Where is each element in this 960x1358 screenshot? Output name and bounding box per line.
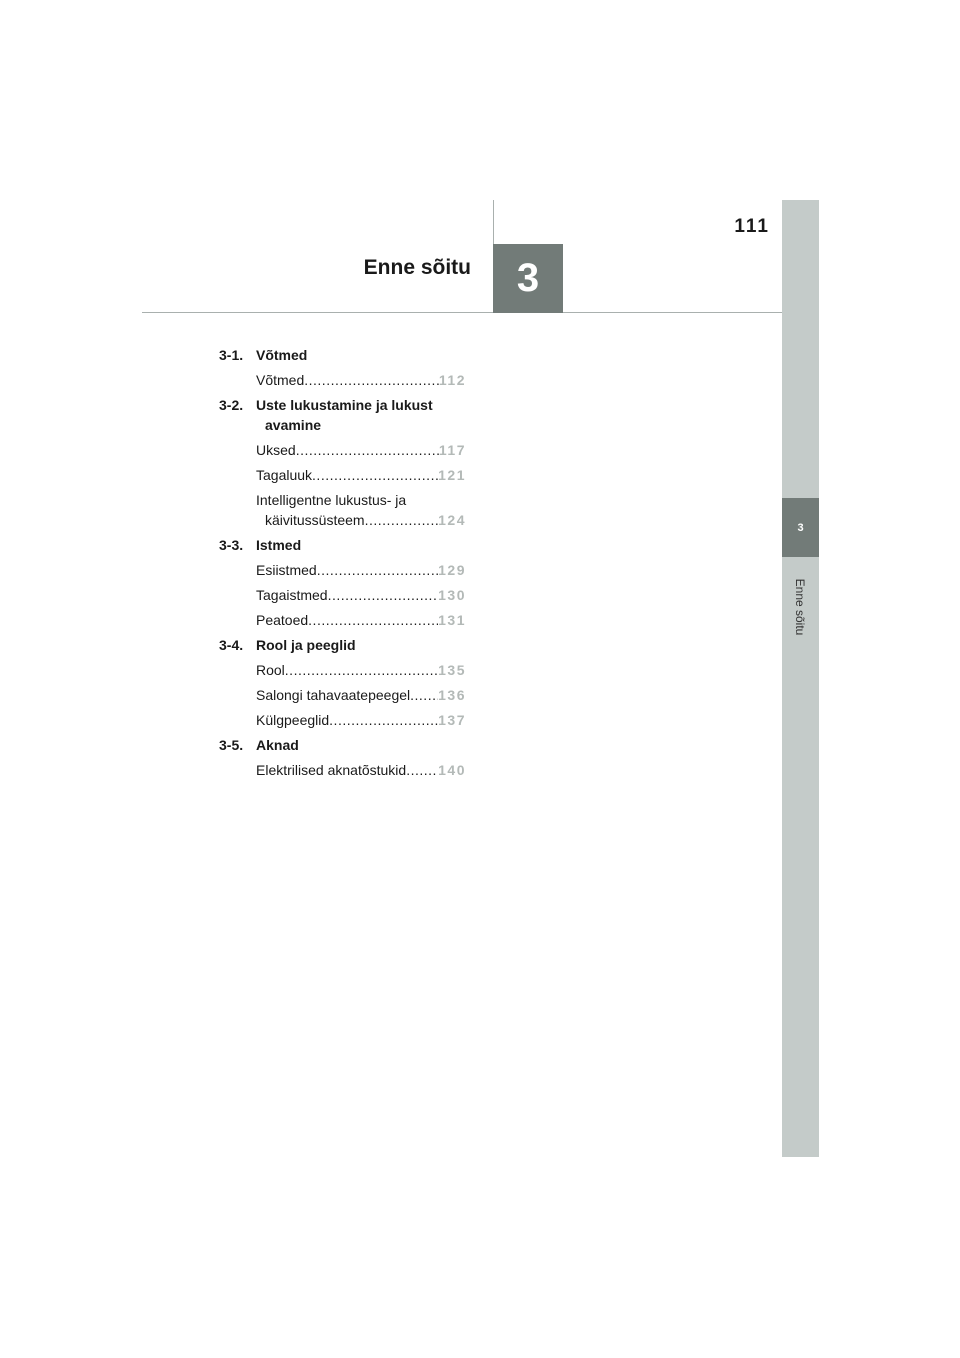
- section-title: Uste lukustamine ja lukust: [256, 397, 433, 413]
- toc-leader: [410, 687, 438, 703]
- toc-entry-page: 129: [438, 562, 466, 578]
- toc-leader: [304, 372, 439, 388]
- chapter-number: 3: [516, 256, 540, 300]
- side-chapter-label: Enne sõitu: [793, 578, 807, 636]
- toc-entry-page: 135: [438, 662, 466, 678]
- section-number: 3-3.: [219, 537, 244, 553]
- toc-entry-page: 136: [438, 687, 466, 703]
- section-number: 3-1.: [219, 347, 244, 363]
- toc-leader: [296, 442, 439, 458]
- toc-entry[interactable]: [256, 467, 466, 485]
- toc-leader: [308, 612, 438, 628]
- toc-entry-page: 131: [438, 612, 466, 628]
- toc-entry[interactable]: [256, 372, 466, 390]
- toc-entry-page: 140: [438, 762, 466, 778]
- toc-entry-label: Peatoed: [256, 612, 309, 628]
- toc-entry[interactable]: [256, 442, 466, 460]
- section-number: 3-4.: [219, 637, 244, 653]
- toc-leader: [328, 587, 439, 603]
- toc-entry[interactable]: [256, 587, 466, 605]
- section-number: 3-5.: [219, 737, 244, 753]
- toc-entry-label-line1[interactable]: Intelligentne lukustus- ja: [256, 492, 407, 508]
- toc-entry-page: 112: [438, 372, 466, 388]
- toc-entry-label: Rool: [256, 662, 285, 678]
- toc-leader: [365, 512, 439, 528]
- toc-entry-label: Tagaistmed: [256, 587, 328, 603]
- toc-leader: [406, 762, 438, 778]
- section-title: Võtmed: [256, 347, 308, 363]
- section-title: Istmed: [256, 537, 302, 553]
- page-number: 111: [734, 216, 770, 237]
- section-title: Aknad: [256, 737, 299, 753]
- toc-entry[interactable]: [256, 762, 466, 780]
- toc-entry[interactable]: [256, 562, 466, 580]
- chapter-title: Enne sõitu: [363, 256, 471, 279]
- toc-entry-label: Võtmed: [256, 372, 305, 388]
- toc-entry-label: Tagaluuk: [256, 467, 313, 483]
- toc-entry-page: 130: [438, 587, 466, 603]
- toc-entry[interactable]: [256, 612, 466, 630]
- toc-leader: [317, 562, 438, 578]
- toc-leader: [312, 467, 438, 483]
- toc-leader: [285, 662, 438, 678]
- toc-entry-page: 137: [438, 712, 466, 728]
- toc-entry-label: Külgpeeglid: [256, 712, 330, 728]
- section-number: 3-2.: [219, 397, 244, 413]
- toc-entry[interactable]: [256, 687, 466, 705]
- toc-entry[interactable]: [265, 512, 466, 530]
- toc-entry-page: 121: [438, 467, 466, 483]
- toc-entry-label: Salongi tahavaatepeegel: [256, 687, 411, 703]
- toc-entry[interactable]: [256, 662, 466, 680]
- side-chapter-tab-number: 3: [797, 521, 804, 534]
- toc-entry-label: Elektrilised aknatõstukid: [256, 762, 407, 778]
- toc-entry-label: käivitussüsteem: [265, 512, 365, 528]
- section-title-continued: avamine: [265, 417, 322, 433]
- toc-entry-label: Esiistmed: [256, 562, 317, 578]
- toc-entry-page: 117: [438, 442, 466, 458]
- section-title: Rool ja peeglid: [256, 637, 356, 653]
- toc-entry-label: Uksed: [256, 442, 296, 458]
- toc-leader: [329, 712, 438, 728]
- toc-entry-page: 124: [438, 512, 466, 528]
- toc-entry[interactable]: [256, 712, 466, 730]
